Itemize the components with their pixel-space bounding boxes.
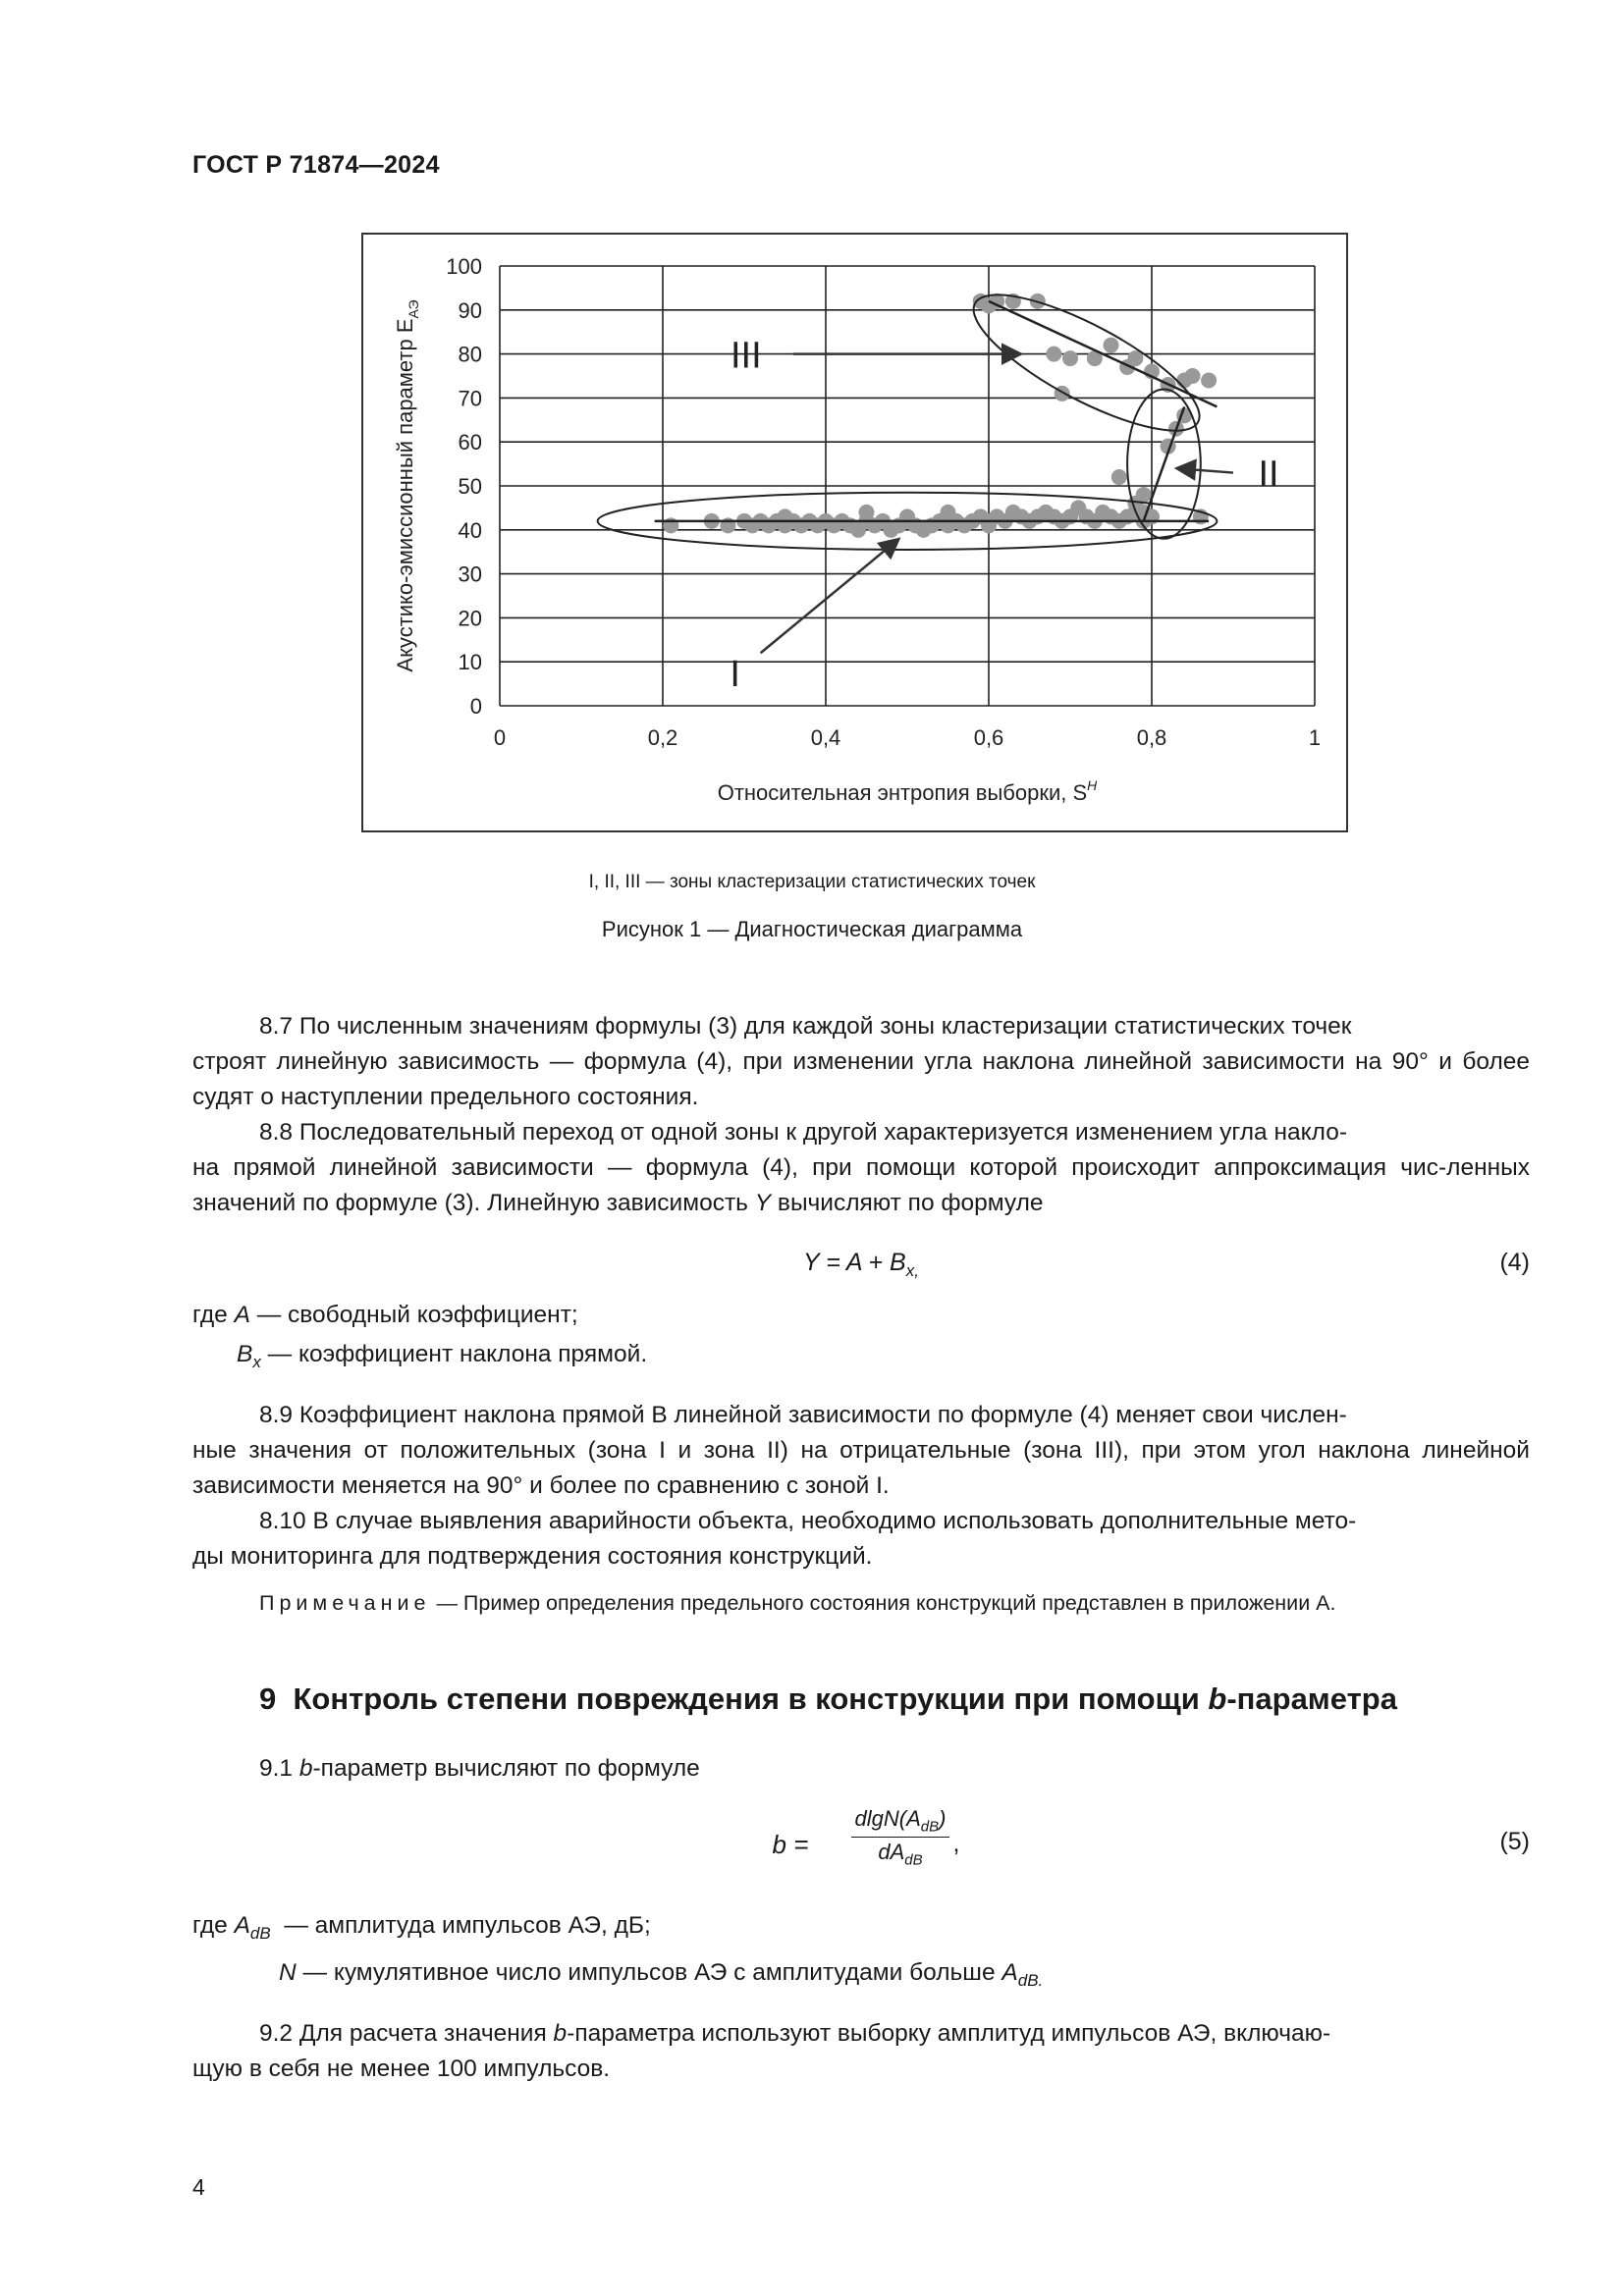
paragraph-9-2-b: b	[553, 2020, 568, 2047]
formula-4	[192, 1249, 1530, 1284]
formula-5-denominator: dA	[878, 1840, 905, 1865]
formula-4-definitions	[192, 1296, 647, 1382]
formula-5-numerator: dlgN(A	[854, 1806, 921, 1831]
paragraph-9-1-b: b	[298, 1755, 313, 1782]
x-tick-label: 0,4	[810, 725, 841, 750]
y-tick-label: 40	[458, 517, 482, 543]
paragraph-8-7-rest: строят линейную зависимость — формула (4), при изменении угла наклона линейной зависимости на 90° и более судят о наступлении предельного состояния.	[192, 1048, 1530, 1110]
paragraph-8-10-rest: ды мониторинга для подтверждения состояния конструкций.	[192, 1543, 873, 1570]
x-tick-label: 0	[493, 725, 507, 750]
data-point-zone-i	[941, 505, 956, 520]
data-point-zone-ii	[1136, 487, 1152, 503]
y-tick-label: 20	[458, 606, 482, 631]
data-point-zone-iii	[1046, 347, 1061, 362]
zone-label-iii: III	[730, 335, 762, 377]
paragraph-8-8-rest: на прямой линейной зависимости — формула (4), при помощи которой происходит аппроксимация чис-ленных значений по формуле (3). Линейную зависимость	[192, 1154, 1530, 1216]
def-a-symbol: A	[234, 1302, 250, 1328]
y-tick-label: 70	[458, 386, 482, 411]
paragraph-9-2	[192, 2016, 1530, 2087]
y-tick-label: 60	[458, 430, 482, 455]
figure-caption: Рисунок 1 — Диагностическая диаграмма	[601, 917, 1023, 941]
data-point-zone-iii	[1185, 368, 1201, 384]
paragraph-9-1	[259, 1751, 1530, 1787]
formula-5-lhs: b =	[772, 1830, 809, 1859]
formula-5	[192, 1806, 1530, 1885]
x-tick-label: 1	[1308, 725, 1322, 750]
paragraph-8-9-first: 8.9 Коэффициент наклона прямой В линейной зависимости по формуле (4) меняет свои числен-	[259, 1402, 1347, 1428]
y-axis-label	[393, 299, 421, 671]
trend-line-zone-ii	[1144, 406, 1185, 520]
note-label: Примечание	[259, 1591, 431, 1615]
paragraph-8-9-rest: ные значения от положительных (зона I и зона II) на отрицательные (зона III), при этом угол наклона линейной зависимости меняется на 90° и более по сравнению с зоной I.	[192, 1437, 1530, 1499]
paragraph-8-8-tail: вычисляют по формуле	[777, 1190, 1044, 1216]
diagnostic-chart	[363, 235, 1346, 830]
def-adb-text: — амплитуда импульсов АЭ, дБ;	[284, 1912, 651, 1939]
data-point-zone-ii	[1111, 469, 1127, 485]
formula-5-numerator-sub: dB	[920, 1818, 940, 1836]
note	[259, 1591, 1530, 1616]
formula-4-subscript: x,	[905, 1261, 919, 1280]
zone-arrow-ii	[1176, 468, 1233, 472]
section-9-title-b: b	[1208, 1682, 1227, 1716]
y-tick-label: 80	[458, 342, 482, 367]
y-axis-label-text: Акустико-эмиссионный параметр E	[393, 318, 417, 672]
paragraph-9-2-rest: щую в себя не менее 100 импульсов.	[192, 2056, 611, 2082]
where-label: где	[192, 1302, 228, 1328]
def-adb-subscript: dB	[249, 1923, 271, 1943]
formula-4-expression: Y = A + B	[803, 1249, 906, 1276]
paragraph-8-7	[192, 1009, 1530, 1115]
paragraph-8-7-first: 8.7 По численным значениям формулы (3) для каждой зоны кластеризации статистических точек	[259, 1013, 1352, 1040]
formula-5-numerator-close: )	[939, 1806, 947, 1831]
paragraph-9-2-num: 9.2 Для расчета значения	[259, 2020, 547, 2047]
paragraph-9-2-first: -параметра используют выборку амплитуд импульсов АЭ, включаю-	[567, 2020, 1331, 2047]
def-n-tail-subscript: dB.	[1017, 1970, 1044, 1990]
y-tick-label: 50	[458, 474, 482, 499]
y-tick-label: 90	[458, 297, 482, 323]
figure-legend: I, II, III — зоны кластеризации статистических точек	[588, 872, 1036, 892]
data-point-zone-iii	[1062, 350, 1078, 366]
x-tick-label: 0,8	[1136, 725, 1167, 750]
y-tick-label: 30	[458, 561, 482, 587]
y-tick-label: 10	[458, 650, 482, 675]
formula-5-comma: ,	[952, 1830, 960, 1857]
paragraph-9-1-num: 9.1	[259, 1755, 294, 1782]
formula-5-definitions	[192, 1906, 1043, 2001]
data-point-zone-iii	[1201, 372, 1217, 388]
paragraph-8-10	[192, 1504, 1530, 1575]
variable-y: Y	[754, 1190, 772, 1216]
y-axis-label-sub: АЭ	[406, 299, 421, 319]
where-label-5: где	[192, 1912, 228, 1939]
x-axis-label-text: Относительная энтропия выборки, S	[717, 780, 1088, 805]
def-n-tail-symbol: A	[1001, 1958, 1018, 1986]
section-9-title-end: -параметра	[1226, 1682, 1397, 1716]
page-number: 4	[192, 2174, 205, 2200]
x-axis-label-sup: H	[1087, 777, 1098, 793]
y-tick-label: 0	[469, 694, 482, 719]
paragraph-8-8-first: 8.8 Последовательный переход от одной зоны к другой характеризуется изменением угла накло-	[259, 1119, 1347, 1146]
section-9-number: 9	[259, 1682, 277, 1716]
document-header: ГОСТ Р 71874—2024	[192, 151, 440, 179]
section-9-title: Контроль степени повреждения в конструкции при помощи	[293, 1682, 1200, 1716]
figure-frame	[361, 233, 1348, 832]
def-b-symbol: B	[237, 1341, 253, 1367]
formula-5-number: (5)	[1499, 1828, 1530, 1855]
zone-arrow-i	[761, 539, 899, 653]
formula-5-denominator-sub: dB	[904, 1851, 923, 1869]
paragraph-8-9	[192, 1398, 1530, 1504]
def-b-subscript: x	[252, 1352, 261, 1371]
data-point-zone-i	[859, 505, 875, 520]
data-point-zone-iii	[1104, 338, 1119, 353]
paragraph-8-8	[192, 1115, 1530, 1221]
formula-4-number: (4)	[1499, 1249, 1530, 1276]
note-text: — Пример определения предельного состояния конструкций представлен в приложении А.	[436, 1591, 1336, 1615]
paragraph-9-1-text: -параметр вычисляют по формуле	[312, 1755, 700, 1782]
def-n-text: — кумулятивное число импульсов АЭ с амплитудами больше	[302, 1958, 996, 1986]
zone-label-i: I	[730, 654, 740, 696]
def-a-text: — свободный коэффициент;	[256, 1302, 578, 1328]
x-tick-label: 0,6	[973, 725, 1004, 750]
x-tick-label: 0,2	[647, 725, 678, 750]
paragraph-8-10-first: 8.10 В случае выявления аварийности объекта, необходимо использовать дополнительные мето-	[259, 1508, 1357, 1534]
zone-label-ii: II	[1258, 454, 1279, 496]
def-adb-symbol: A	[234, 1912, 250, 1939]
def-n-symbol: N	[279, 1958, 297, 1986]
x-axis-label	[718, 777, 1098, 805]
section-9-heading	[259, 1682, 1397, 1717]
y-tick-label: 100	[446, 254, 482, 279]
def-b-text: — коэффициент наклона прямой.	[267, 1341, 648, 1367]
